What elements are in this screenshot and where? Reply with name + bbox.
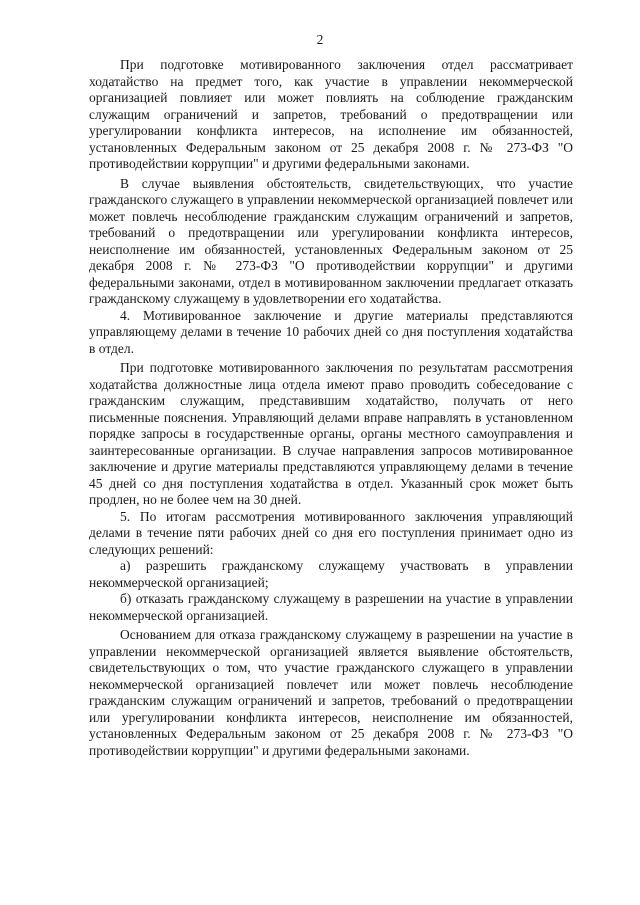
paragraph-review-scope: При подготовке мотивированного заключения отдел рассматривает ходатайство на предмет того, как участие в управлении некоммерческой организацией повлияет или может повлиять на соблюдение гражданским служащим ограничений и запретов, требований о предотвращении или урегулировании конфликта интересов, на исполнение им обязанностей, установленных Федеральным законом от 25 декабря 2008 г. № 273-ФЗ "О противодействии коррупции" и другими федеральными законами. — [89, 57, 573, 171]
paragraph-item-5: 5. По итогам рассмотрения мотивированного заключения управляющий делами в течение пяти рабочих дней со дня его поступления принимает одно из следующих решений: — [89, 508, 573, 557]
paragraph-refusal-grounds: Основанием для отказа гражданскому служащему в разрешении на участие в управлении некоммерческой организацией является выявление обстоятельств, свидетельствующих о том, что участие гражданского служащего в управлении некоммерческой организацией повлечет или может повлечь несоблюдение гражданским служащим ограничений и запретов, требований о предотвращении или урегулировании конфликта интересов, неисполнение им обязанностей, установленных Федеральным законом от 25 декабря 2008 г. № 273-ФЗ "О противодействии коррупции" и другими федеральными законами. — [89, 627, 573, 758]
document-body — [89, 57, 573, 759]
page-number: 2 — [316, 32, 324, 47]
paragraph-interview-rights: При подготовке мотивированного заключения по результатам рассмотрения ходатайства должностные лица отдела имеют право проводить собеседование с гражданским служащим, представившим ходатайство, получать от него письменные пояснения. Управляющий делами вправе направлять в установленном порядке запросы в государственные органы, органы местного самоуправления и заинтересованные организации. В случае направления запросов мотивированное заключение и другие материалы представляются управляющему делами в течение 45 дней со дня поступления ходатайства в отдел. Указанный срок может быть продлен, но не более чем на 30 дней. — [89, 360, 573, 507]
paragraph-decision-b: б) отказать гражданскому служащему в разрешении на участие в управлении некоммерческой организацией. — [89, 591, 573, 623]
paragraph-refusal-proposal: В случае выявления обстоятельств, свидетельствующих, что участие гражданского служащего в управлении некоммерческой организацией повлечет или может повлечь несоблюдение гражданским служащим ограничений и запретов, требований о предотвращении или урегулировании конфликта интересов, неисполнение им обязанностей, установленных Федеральным законом от 25 декабря 2008 г. № 273-ФЗ "О противодействии коррупции" и другими федеральными законами, отдел в мотивированном заключении предлагает отказать гражданскому служащему в удовлетворении его ходатайства. — [89, 175, 573, 306]
paragraph-decision-a: а) разрешить гражданскому служащему участвовать в управлении некоммерческой организацией; — [89, 558, 573, 590]
paragraph-item-4: 4. Мотивированное заключение и другие материалы представляются управляющему делами в течение 10 рабочих дней со дня поступления ходатайства в отдел. — [89, 307, 573, 356]
